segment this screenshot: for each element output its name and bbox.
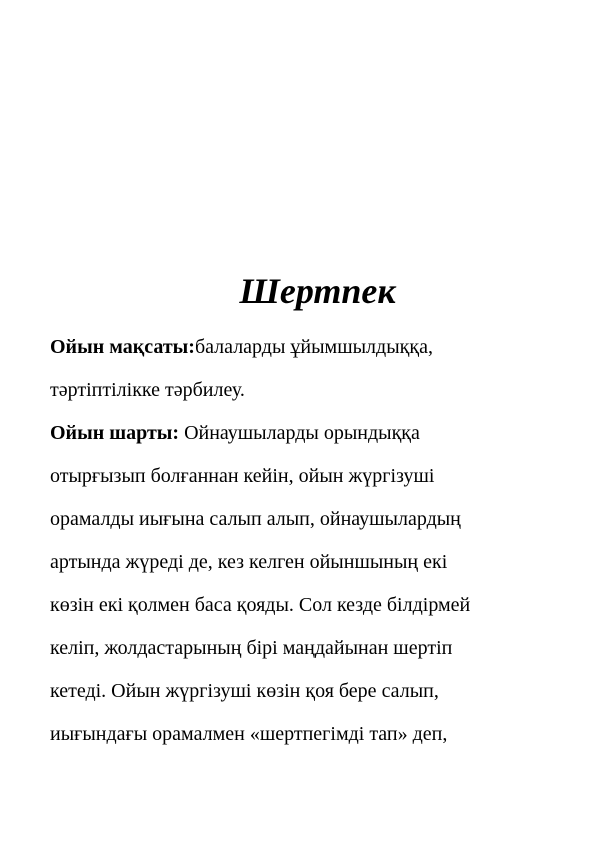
- rules-line-8: иығындағы орамалмен «шертпегімді тап» деп,: [50, 723, 448, 745]
- goal-line-2: тәртіптілікке тәрбилеу.: [50, 379, 245, 401]
- rules-line-5: көзін екі қолмен баса қояды. Сол кезде білдірмей: [50, 594, 471, 616]
- rules-text-1: Ойнаушыларды орындыққа: [179, 422, 420, 444]
- rules-line-7: кетеді. Ойын жүргізуші көзін қоя бере салып,: [50, 680, 439, 702]
- rules-line-4: артында жүреді де, кез келген ойыншының екі: [50, 551, 448, 573]
- rules-line-2: отырғызып болғаннан кейін, ойын жүргізуші: [50, 465, 435, 487]
- document-title: Шертпек: [239, 271, 396, 311]
- document-body: [50, 326, 560, 756]
- rules-line-6: келіп, жолдастарының бірі маңдайынан шертіп: [50, 637, 453, 659]
- rules-label: Ойын шарты:: [50, 422, 180, 444]
- goal-text-1: балаларды ұйымшылдыққа,: [194, 336, 433, 358]
- rules-line-3: орамалды иығына салып алып, ойнаушылардың: [50, 508, 461, 530]
- goal-label: Ойын мақсаты:: [50, 336, 195, 358]
- goal-line-1: [50, 326, 560, 369]
- rules-line-1: [50, 412, 560, 455]
